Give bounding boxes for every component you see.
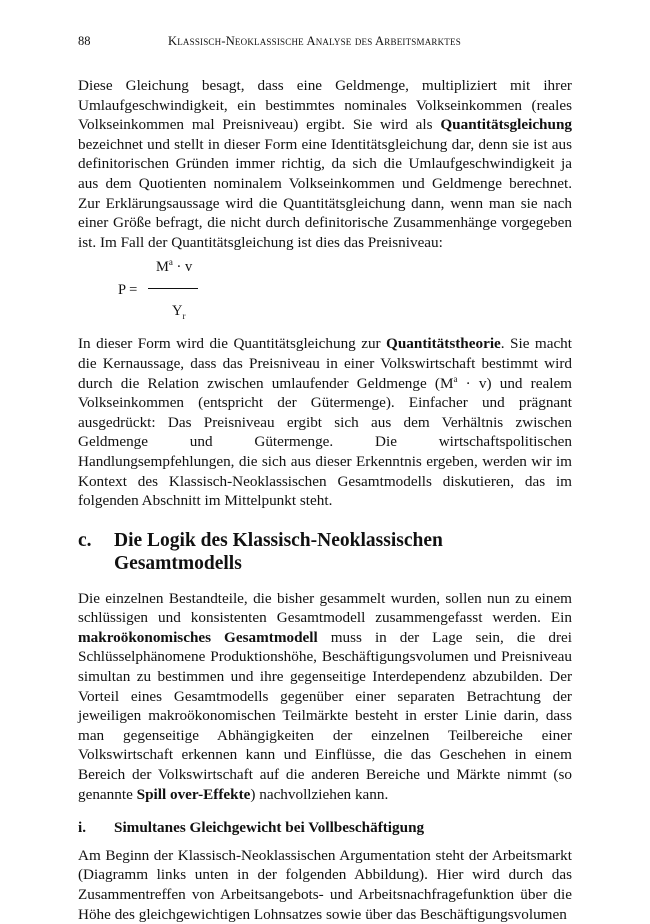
paragraph-quantity-theory	[78, 334, 572, 510]
symbol: M	[156, 259, 169, 276]
fraction-bar	[148, 288, 198, 289]
term-spill-over-effekte: Spill over-Effekte	[136, 785, 251, 803]
text: bezeichnet und stellt in dieser Form eine Identitätsgleichung dar, denn sie ist aus definitorischen Gründen immer richtig, da sich die Umlaufgeschwindigkeit ja aus dem Quotienten nominalem Volkseinkommen und Geldmenge berechnet. Zur Erklärungsaussage wird die Quantitätsgleichung dann, wenn man sie nach einer Größe befragt, die nicht durch definitorische Zusammenhänge vorgegeben ist. Im Fall der Quantitätsgleichung ist dies das Preisniveau:	[78, 135, 572, 251]
symbol: · v	[172, 259, 193, 276]
subsection-title: Simultanes Gleichgewicht bei Vollbeschäftigung	[114, 819, 425, 837]
text: In dieser Form wird die Quantitätsgleichung zur	[78, 335, 387, 353]
superscript: a	[168, 257, 173, 268]
text: Diese Gleichung besagt, dass eine Geldmenge, multipliziert mit ihrer Umlaufgeschwindigkeit, ein bestimmtes nominales Volkseinkommen (reales Volkseinkommen mal Preisniveau) ergibt. Sie wird als	[78, 77, 572, 134]
page-header	[78, 34, 572, 54]
text: . Sie macht die Kernaussage, dass das Preisniveau in einer Volkswirtschaft bestimmt wird durch die Relation zwischen umlaufender Geldmenge (M	[78, 335, 572, 392]
section-heading-c	[78, 529, 572, 575]
term-quantitaetstheorie: Quantitätstheorie	[386, 335, 501, 353]
paragraph-gesamtmodell	[78, 589, 572, 805]
price-level-formula	[78, 252, 572, 334]
paragraph-arbeitsmarkt	[78, 846, 572, 924]
page	[78, 34, 572, 924]
subscript: r	[182, 311, 186, 322]
page-number: 88	[78, 34, 91, 48]
term-quantitaetsgleichung: Quantitätsgleichung	[440, 116, 572, 134]
formula-lhs: P =	[118, 282, 138, 299]
section-title: Die Logik des Klassisch-Neoklassischen Gesamtmodells	[114, 529, 443, 574]
text: Am Beginn der Klassisch-Neoklassischen Argumentation steht der Arbeitsmarkt (Diagramm links unten in der folgenden Abbildung). Hier wird durch das Zusammentreffen von Arbeitsangebots- und Arbeitsnachfragefunktion über die Höhe des gleichgewichtigen Lohnsatzes sowie über das Beschäftigungsvolumen	[78, 846, 572, 923]
subsection-heading-i	[78, 818, 572, 838]
text: ) nachvollziehen kann.	[250, 785, 389, 803]
paragraph-quantity-equation	[78, 76, 572, 252]
subsection-label: i.	[78, 819, 87, 837]
formula-denominator	[172, 303, 185, 320]
running-title: Klassisch-Neoklassische Analyse des Arbeitsmarktes	[168, 34, 461, 48]
superscript: a	[453, 373, 458, 384]
formula-numerator	[156, 259, 192, 276]
text: muss in der Lage sein, die drei Schlüsselphänomene Produktionshöhe, Beschäftigungsvolumen und Preisniveau simultan zu bestimmen und ihre gegenseitige Interdependenz abzubilden. Der Vorteil eines Gesamtmodells gegenüber einer separaten Betrachtung der jeweiligen makroökonomischen Teilmärkte besteht in erster Linie darin, dass man gegenseitige Abhängigkeiten der einzelnen Teilbereiche einer Volkswirtschaft erkennen kann und Einflüsse, die das Geschehen in einem Bereich der Volkswirtschaft auf die anderen Bereiche und Märkte nimmt (so genannte	[78, 628, 572, 803]
text: · v) und realem Volkseinkommen (entspricht der Gütermenge). Einfacher und prägnant ausgedrückt: Das Preisniveau ergibt sich aus dem Verhältnis zwischen Geldmenge und Gütermenge. Die wirtschaftspolitischen Handlungsempfehlungen, die sich aus dieser Erkenntnis ergeben, werden wir im Kontext des Klassisch-Neoklassischen Gesamtmodells diskutieren, das im folgenden Abschnitt im Mittelpunkt steht.	[78, 374, 572, 510]
section-label: c.	[78, 529, 92, 551]
term-makrooekonomisches-gesamtmodell: makroökonomisches Gesamtmodell	[78, 628, 318, 646]
text: Die einzelnen Bestandteile, die bisher gesammelt wurden, sollen nun zu einem schlüssigen und konsistenten Gesamtmodell zusammengefasst werden. Ein	[78, 589, 572, 627]
symbol: Y	[172, 303, 183, 320]
